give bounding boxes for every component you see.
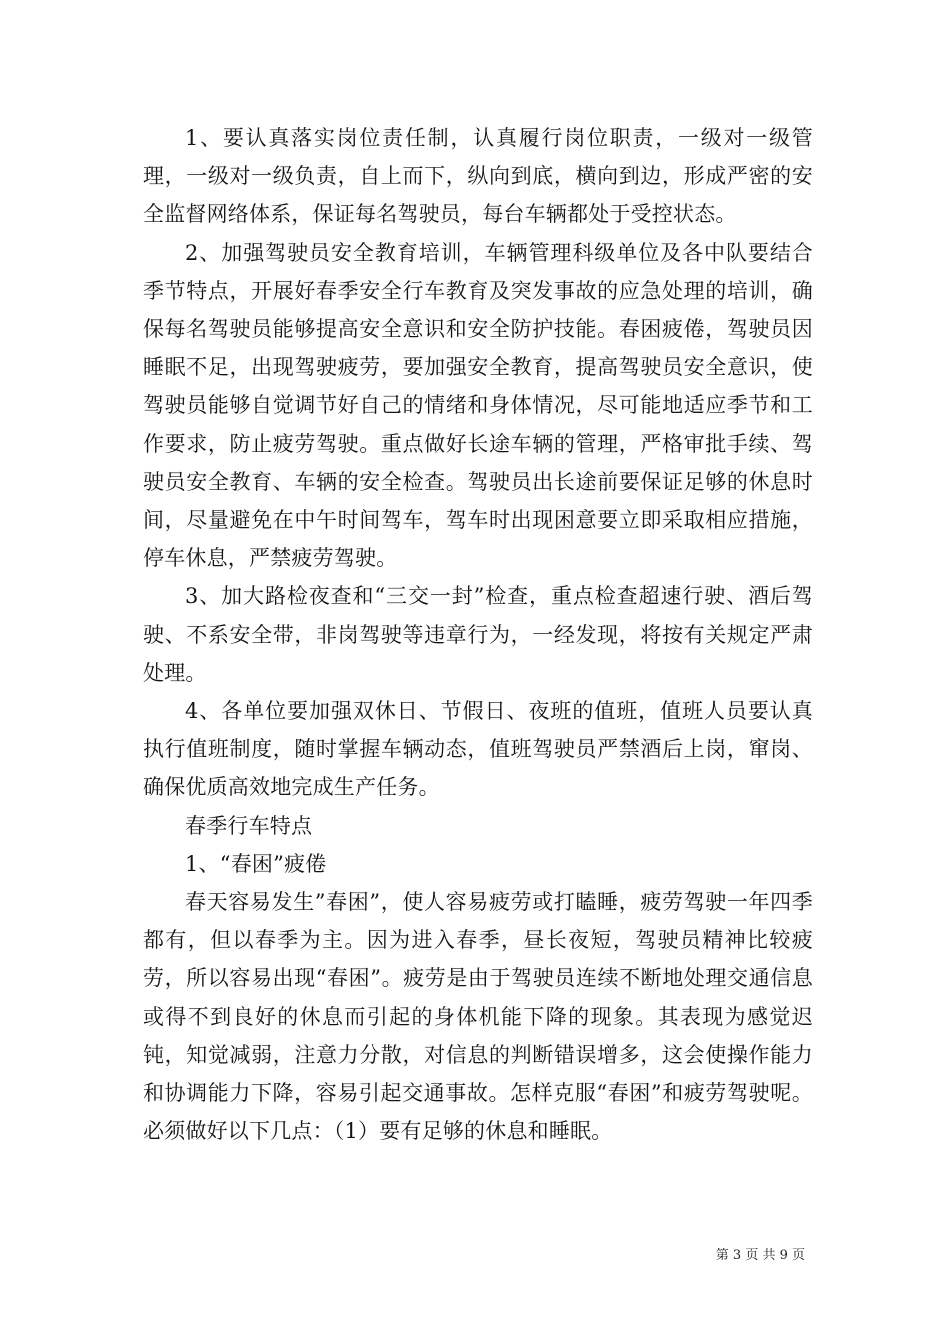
- page-number: 第 3 页 共 9 页: [715, 1248, 805, 1263]
- paragraph-duty-shifts: 4、各单位要加强双休日、节假日、夜班的值班，值班人员要认真执行值班制度，随时掌握车辆动态，值班驾驶员严禁酒后上岗，窜岗、确保优质高效地完成生产任务。: [143, 699, 813, 800]
- section-heading-spring-driving: 春季行车特点: [185, 813, 313, 838]
- paragraph-spring-fatigue: 春天容易发生”春困”，使人容易疲劳或打瞌睡，疲劳驾驶一年四季都有，但以春季为主。因为进入春季，昼长夜短，驾驶员精神比较疲劳，所以容易出现“春困”。疲劳是由于驾驶员连续不断地处理交通信息或得不到良好的休息而引起的身体机能下降的现象。其表现为感觉迟钝，知觉减弱，注意力分散，对信息的判断错误增多，这会使操作能力和协调能力下降，容易引起交通事故。怎样克服“春困”和疲劳驾驶呢。必须做好以下几点：（1）要有足够的休息和睡眠。: [143, 890, 813, 1144]
- document-body: [143, 119, 813, 1150]
- paragraph-driver-training: 2、加强驾驶员安全教育培训，车辆管理科级单位及各中队要结合季节特点，开展好春季安全行车教育及突发事故的应急处理的培训，确保每名驾驶员能够提高安全意识和安全防护技能。春困疲倦，驾驶员因睡眠不足，出现驾驶疲劳，要加强安全教育，提高驾驶员安全意识，使驾驶员能够自觉调节好自己的情绪和身体情况，尽可能地适应季节和工作要求，防止疲劳驾驶。重点做好长途车辆的管理，严格审批手续、驾驶员安全教育、车辆的安全检查。驾驶员出长途前要保证足够的休息时间，尽量避免在中午时间驾车，驾车时出现困意要立即采取相应措施，停车休息，严禁疲劳驾驶。: [143, 240, 813, 571]
- subheading-spring-fatigue: 1、“春困”疲倦: [185, 851, 327, 876]
- paragraph-duty-responsibility: 1、要认真落实岗位责任制，认真履行岗位职责，一级对一级管理，一级对一级负责，自上而下，纵向到底，横向到边，形成严密的安全监督网络体系，保证每名驾驶员，每台车辆都处于受控状态。: [143, 126, 813, 227]
- paragraph-road-inspection: 3、加大路检夜查和“三交一封”检查，重点检查超速行驶、酒后驾驶、不系安全带，非岗驾驶等违章行为，一经发现，将按有关规定严肃处理。: [143, 584, 813, 685]
